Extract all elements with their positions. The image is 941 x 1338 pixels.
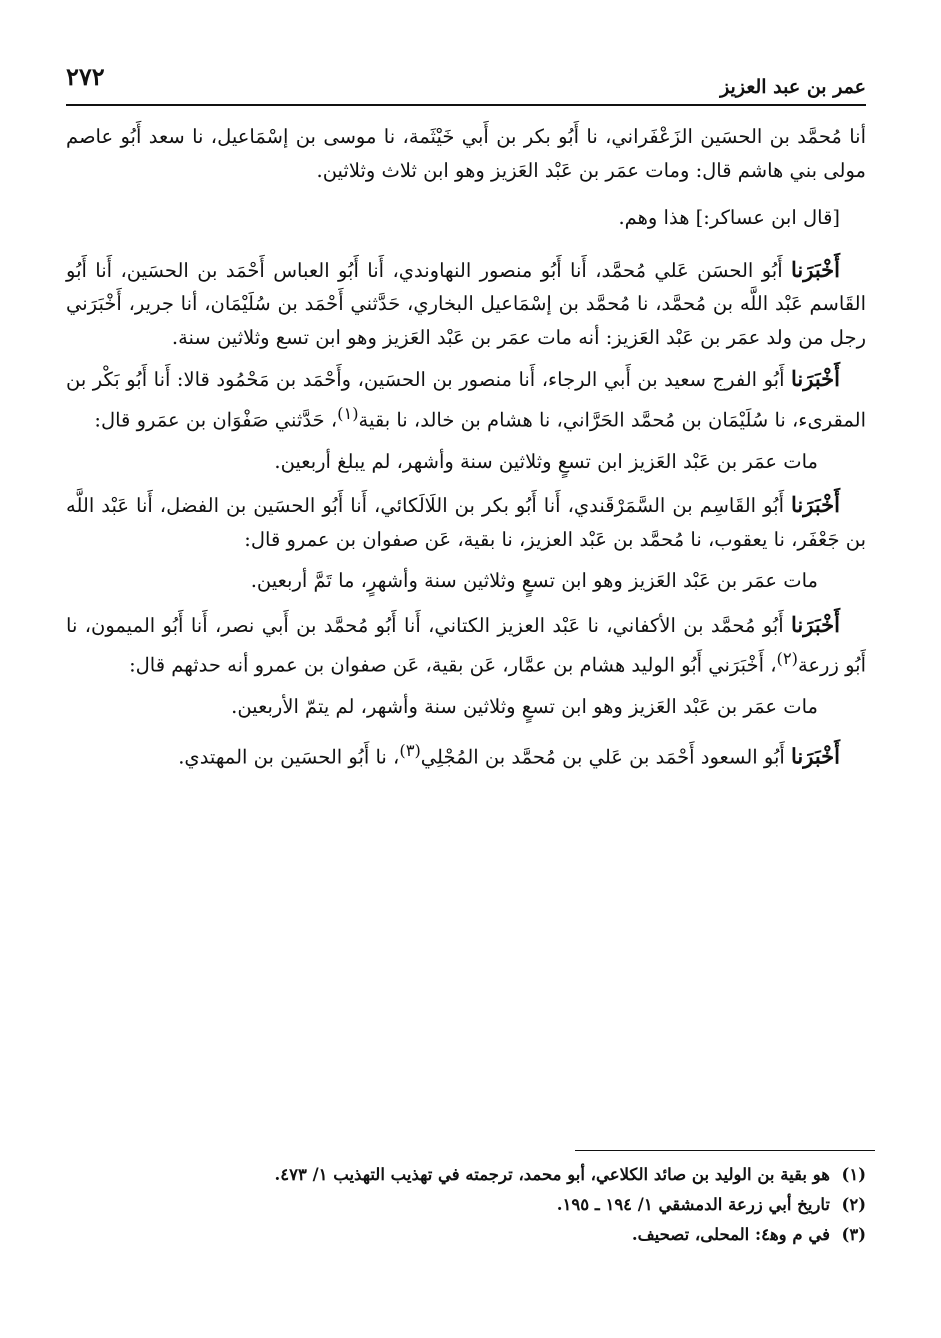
footnote bbox=[66, 1160, 866, 1190]
footnote bbox=[66, 1190, 866, 1220]
keyword-akhbarana: أَخْبَرَنا bbox=[791, 743, 840, 768]
quotation: مات عمَر بن عَبْد العَزيز وهو ابن تسعٍ وثلاثين سنة وأشهرٍ، ما تَمَّ أربعين. bbox=[250, 569, 818, 592]
paragraph bbox=[66, 253, 866, 355]
page-header bbox=[66, 58, 866, 100]
paragraph bbox=[66, 362, 866, 437]
page-number: ٢٧٢ bbox=[66, 62, 105, 91]
footnote-ref: (١) bbox=[337, 403, 359, 423]
paragraph-text: أَبُو الفرج سعيد بن أَبي الرجاء، أَنا منصور بن الحسَين، وأَحْمَد بن مَحْمُود قالا: أَنا أَبُو بَكْر بن المقرىء، نا سُلَيْمَان بن مُحمَّد الحَرَّاني، نا هشام بن خالد، نا بقية bbox=[66, 368, 866, 431]
paragraph-note: [قال ابن عساكر:] هذا وهم. bbox=[618, 206, 840, 229]
paragraph: أنا مُحمَّد بن الحسَين الزَعْفَراني، نا أَبُو بكر بن أَبي خَيْثَمة، نا موسى بن إسْمَاعيل، نا سعد أَبُو عاصم مولى بني هاشم قال: ومات عمَر بن عَبْد العَزيز وهو ابن ثلاث وثلاثين. bbox=[66, 125, 866, 182]
quotation: مات عمَر بن عَبْد العَزيز ابن تسعٍ وثلاثين سنة وأشهر، لم يبلغ أربعين. bbox=[274, 449, 818, 473]
paragraph-text: أَبُو الحسَن عَلي مُحمَّد، أَنا أَبُو منصور النهاوندي، أَنا أَبُو العباس أَحْمَد بن الحسَين، أَنا أَبُو القَاسم عَبْد اللَّه بن مُحمَّد، نا مُحمَّد بن إسْمَاعيل البخاري، حَدَّثني أَحْمَد بن سُلَيْمَان، أنا جرير، أَخْبَرَني رجل من ولد عمَر بن عَبْد العَزيز: أنه مات عمَر بن عَبْد العَزيز وهو ابن تسع وثلاثين سنة. bbox=[66, 258, 866, 349]
footnote-text: تاريخ أبي زرعة الدمشقي ١/ ١٩٤ ـ ١٩٥. bbox=[556, 1195, 830, 1214]
footnote-ref: (٣) bbox=[399, 740, 421, 760]
footnote-text: في م وﻫ٤: المحلى، تصحيف. bbox=[631, 1225, 830, 1244]
paragraph-text: ، حَدَّثني صَفْوَان بن عمَرو قال: bbox=[94, 408, 338, 431]
quotation: مات عمَر بن عَبْد العَزيز وهو ابن تسعٍ وثلاثين سنة وأشهر، لم يتمّ الأربعين. bbox=[231, 695, 818, 718]
keyword-akhbarana: أَخْبَرَنا bbox=[791, 256, 840, 282]
footnote-number: (١) bbox=[841, 1165, 866, 1184]
footnote-ref: (٢) bbox=[776, 649, 798, 668]
footnote-rule bbox=[575, 1150, 875, 1151]
footnote-number: (٣) bbox=[841, 1225, 866, 1244]
main-text bbox=[66, 120, 866, 782]
footnote bbox=[66, 1220, 866, 1250]
paragraph-text: ، أَخْبَرَني أَبُو الوليد هشام بن عمَّار، عَن بقية، عَن صفوان بن عمرو أنه حدثهم قال: bbox=[129, 653, 777, 677]
footnote-number: (٢) bbox=[841, 1195, 866, 1214]
running-title: عمر بن عبد العزيز bbox=[720, 76, 866, 98]
paragraph-text: أَبُو مُحمَّد بن الأكفاني، نا عَبْد العزيز الكتاني، أَنا أَبُو مُحمَّد بن أَبي نصر، أَنا أَبُو الميمون، نا أَبُو زرعة bbox=[66, 613, 866, 677]
paragraph-text: أَبُو القَاسِم بن السَّمَرْقَندي، أَنا أَبُو بكر بن اللَالَكائي، أَنا أَبُو الحسَين بن الفضل، أَنا عَبْد اللَّه بن جَعْفَر، نا يعقوب، نا مُحمَّد بن عَبْد العزيز، نا بقية، عَن صفوان بن عمرو قال: bbox=[66, 494, 866, 551]
paragraph-text: ، نا أَبُو الحسَين بن المهتدي. bbox=[178, 745, 400, 768]
footnote-text: هو بقية بن الوليد بن صائد الكلاعي، أبو محمد، ترجمته في تهذيب التهذيب ١/ ٤٧٣. bbox=[274, 1165, 830, 1184]
paragraph bbox=[66, 488, 866, 556]
paragraph-text: أَبُو السعود أَحْمَد بن عَلي بن مُحمَّد بن المُجْلِي bbox=[420, 745, 792, 768]
header-rule bbox=[66, 104, 866, 106]
paragraph bbox=[66, 608, 866, 683]
keyword-akhbarana: أَخْبَرَنا bbox=[791, 492, 840, 517]
keyword-akhbarana: أَخْبَرَنا bbox=[791, 611, 840, 637]
paragraph bbox=[66, 734, 866, 774]
footnotes bbox=[66, 1160, 866, 1250]
keyword-akhbarana: أَخْبَرَنا bbox=[791, 366, 840, 391]
